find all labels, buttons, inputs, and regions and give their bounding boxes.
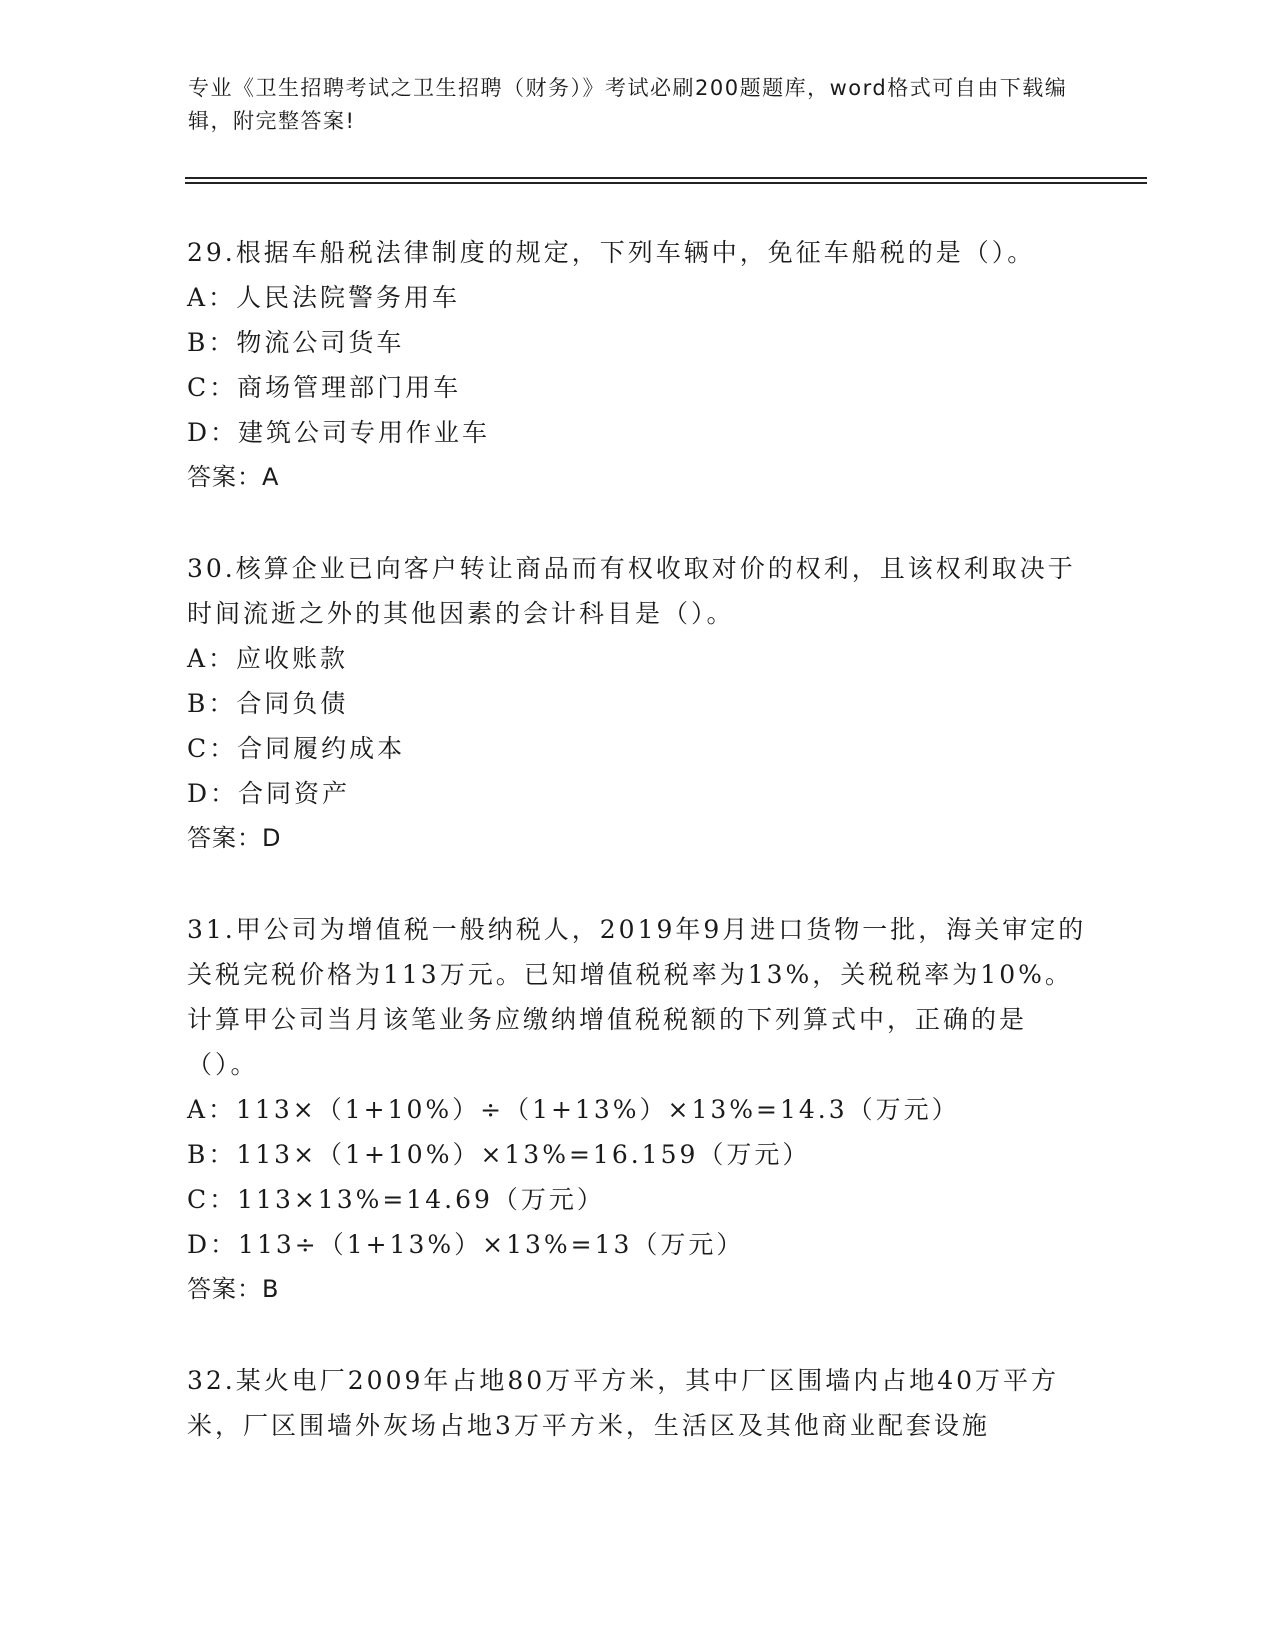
option-a: A：人民法院警务用车 xyxy=(187,283,461,312)
option-b: B：物流公司货车 xyxy=(187,328,405,357)
question-list xyxy=(187,230,1087,1494)
question-29 xyxy=(187,230,1087,500)
option-d: D：建筑公司专用作业车 xyxy=(187,418,491,447)
option-d: D：113÷（1+13%）×13%=13（万元） xyxy=(187,1230,745,1259)
question-31 xyxy=(187,907,1087,1312)
option-c: C：合同履约成本 xyxy=(187,734,406,763)
question-stem: 29.根据车船税法律制度的规定，下列车辆中，免征车船税的是（）。 xyxy=(187,238,1036,267)
question-stem: 30.核算企业已向客户转让商品而有权收取对价的权利，且该权利取决于时间流逝之外的其他因素的会计科目是（）。 xyxy=(187,554,1076,628)
answer: 答案：B xyxy=(187,1275,280,1303)
option-b: B：113×（1+10%）×13%=16.159（万元） xyxy=(187,1140,811,1169)
option-c: C：商场管理部门用车 xyxy=(187,373,462,402)
option-a: A：113×（1+10%）÷（1+13%）×13%=14.3（万元） xyxy=(187,1095,960,1124)
header-divider-bottom xyxy=(185,182,1147,184)
document-header: 专业《卫生招聘考试之卫生招聘（财务）》考试必刷200题题库，word格式可自由下载编辑，附完整答案! xyxy=(188,76,1068,133)
answer: 答案：D xyxy=(187,824,282,852)
option-d: D：合同资产 xyxy=(187,779,351,808)
option-a: A：应收账款 xyxy=(187,644,349,673)
question-32 xyxy=(187,1358,1087,1448)
question-30 xyxy=(187,546,1087,861)
option-b: B：合同负债 xyxy=(187,689,349,718)
question-stem: 32.某火电厂2009年占地80万平方米，其中厂区围墙内占地40万平方米，厂区围墙外灰场占地3万平方米，生活区及其他商业配套设施 xyxy=(187,1366,1060,1440)
question-stem: 31.甲公司为增值税一般纳税人，2019年9月进口货物一批，海关审定的关税完税价格为113万元。已知增值税税率为13%，关税税率为10%。计算甲公司当月该笔业务应缴纳增值税税额的下列算式中，正确的是（）。 xyxy=(187,915,1087,1079)
answer: 答案：A xyxy=(187,463,280,491)
option-c: C：113×13%=14.69（万元） xyxy=(187,1185,605,1214)
header-divider-top xyxy=(185,177,1147,179)
